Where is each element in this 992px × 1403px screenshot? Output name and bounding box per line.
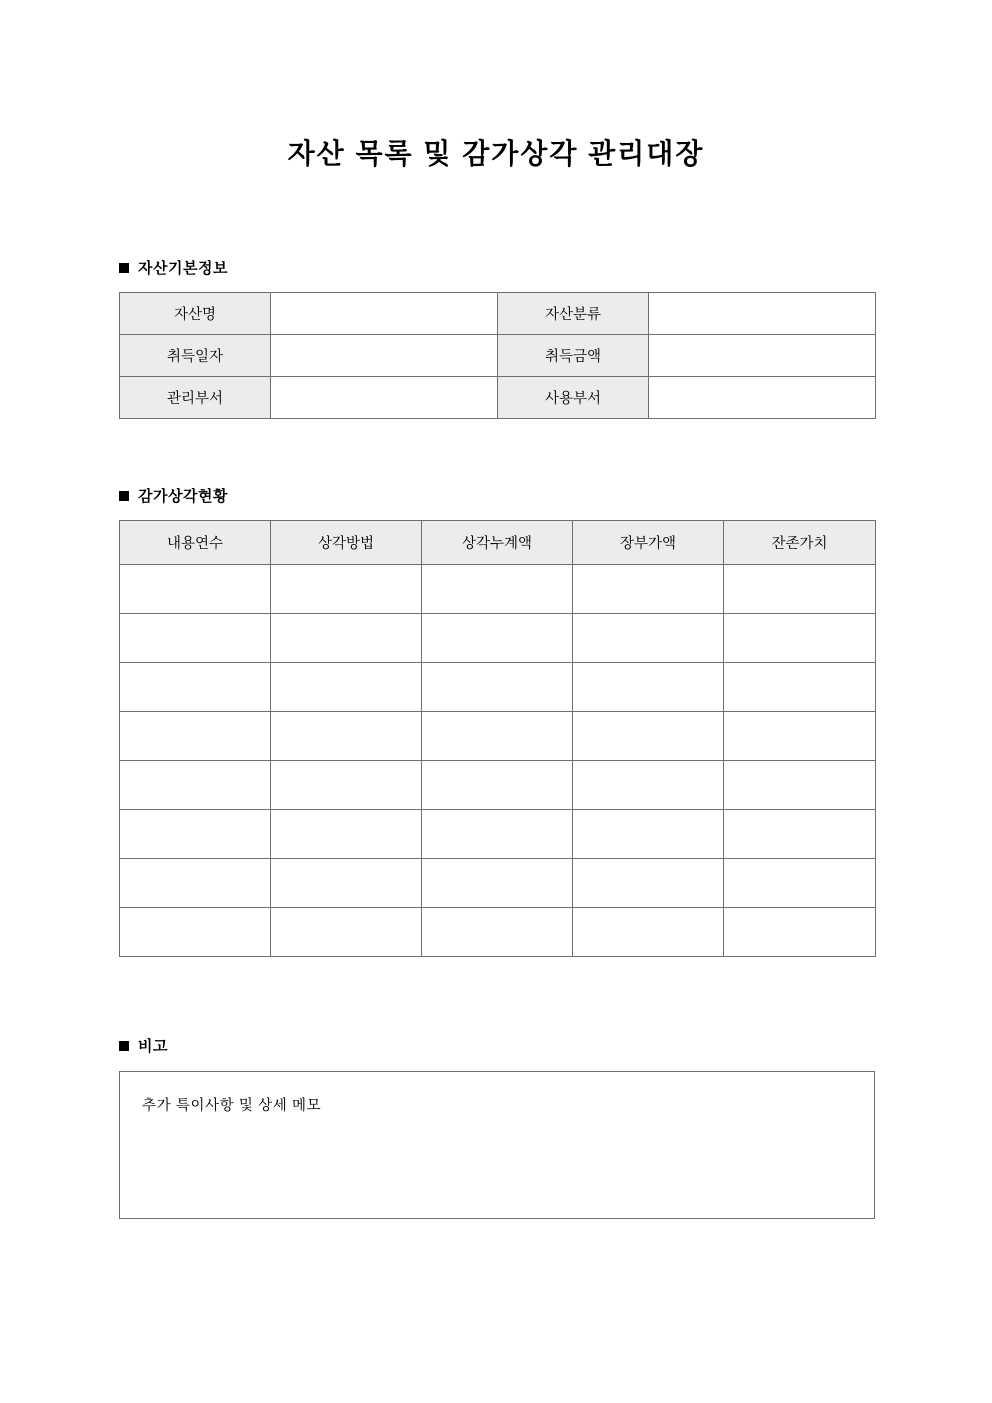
section-heading-label: 비고 [138,1038,168,1055]
cell-depreciation-method[interactable] [271,908,422,957]
square-bullet-icon [119,1041,129,1051]
section-heading-depreciation [119,485,875,506]
section-depreciation [119,485,875,957]
field-value-acquisition-date[interactable] [271,335,498,377]
cell-useful-life[interactable] [120,712,271,761]
section-heading-label: 감가상각현황 [138,488,228,505]
square-bullet-icon [119,491,129,501]
cell-book-value[interactable] [573,663,724,712]
cell-useful-life[interactable] [120,761,271,810]
cell-residual-value[interactable] [724,859,876,908]
cell-accumulated-depreciation[interactable] [422,761,573,810]
cell-depreciation-method[interactable] [271,663,422,712]
table-row [120,810,876,859]
cell-residual-value[interactable] [724,663,876,712]
field-value-using-department[interactable] [649,377,876,419]
table-row [120,614,876,663]
field-label-asset-name: 자산명 [120,293,271,335]
cell-book-value[interactable] [573,614,724,663]
section-heading-label: 자산기본정보 [138,260,228,277]
cell-residual-value[interactable] [724,712,876,761]
cell-accumulated-depreciation[interactable] [422,614,573,663]
cell-useful-life[interactable] [120,565,271,614]
square-bullet-icon [119,263,129,273]
field-label-acquisition-amount: 취득금액 [498,335,649,377]
table-row [120,377,876,419]
field-label-acquisition-date: 취득일자 [120,335,271,377]
column-header-residual-value: 잔존가치 [724,521,876,565]
cell-book-value[interactable] [573,761,724,810]
table-header-row [120,521,876,565]
section-basic-info [119,257,875,419]
field-value-acquisition-amount[interactable] [649,335,876,377]
cell-accumulated-depreciation[interactable] [422,712,573,761]
cell-accumulated-depreciation[interactable] [422,859,573,908]
table-row [120,663,876,712]
table-row [120,335,876,377]
cell-residual-value[interactable] [724,908,876,957]
remarks-textarea[interactable]: 추가 특이사항 및 상세 메모 [119,1071,875,1219]
cell-book-value[interactable] [573,859,724,908]
cell-useful-life[interactable] [120,859,271,908]
basic-info-table [119,292,876,419]
cell-residual-value[interactable] [724,565,876,614]
field-value-asset-category[interactable] [649,293,876,335]
field-label-asset-category: 자산분류 [498,293,649,335]
cell-useful-life[interactable] [120,663,271,712]
cell-useful-life[interactable] [120,810,271,859]
cell-residual-value[interactable] [724,614,876,663]
field-value-managing-department[interactable] [271,377,498,419]
cell-depreciation-method[interactable] [271,761,422,810]
column-header-useful-life: 내용연수 [120,521,271,565]
cell-residual-value[interactable] [724,810,876,859]
cell-depreciation-method[interactable] [271,565,422,614]
page-title: 자산 목록 및 감가상각 관리대장 [287,138,705,169]
cell-book-value[interactable] [573,810,724,859]
column-header-accumulated-depreciation: 상각누계액 [422,521,573,565]
cell-accumulated-depreciation[interactable] [422,908,573,957]
table-row [120,293,876,335]
section-heading-basic-info [119,257,875,278]
cell-accumulated-depreciation[interactable] [422,663,573,712]
field-label-managing-department: 관리부서 [120,377,271,419]
cell-depreciation-method[interactable] [271,810,422,859]
depreciation-table [119,520,876,957]
column-header-book-value: 장부가액 [573,521,724,565]
cell-book-value[interactable] [573,565,724,614]
field-value-asset-name[interactable] [271,293,498,335]
section-remarks [119,1035,875,1219]
column-header-depreciation-method: 상각방법 [271,521,422,565]
cell-book-value[interactable] [573,712,724,761]
field-label-using-department: 사용부서 [498,377,649,419]
cell-depreciation-method[interactable] [271,859,422,908]
cell-accumulated-depreciation[interactable] [422,810,573,859]
cell-depreciation-method[interactable] [271,614,422,663]
cell-accumulated-depreciation[interactable] [422,565,573,614]
cell-residual-value[interactable] [724,761,876,810]
table-row [120,712,876,761]
table-row [120,565,876,614]
cell-depreciation-method[interactable] [271,712,422,761]
cell-useful-life[interactable] [120,614,271,663]
cell-useful-life[interactable] [120,908,271,957]
section-heading-remarks [119,1035,875,1056]
table-row [120,859,876,908]
cell-book-value[interactable] [573,908,724,957]
table-row [120,761,876,810]
table-row [120,908,876,957]
